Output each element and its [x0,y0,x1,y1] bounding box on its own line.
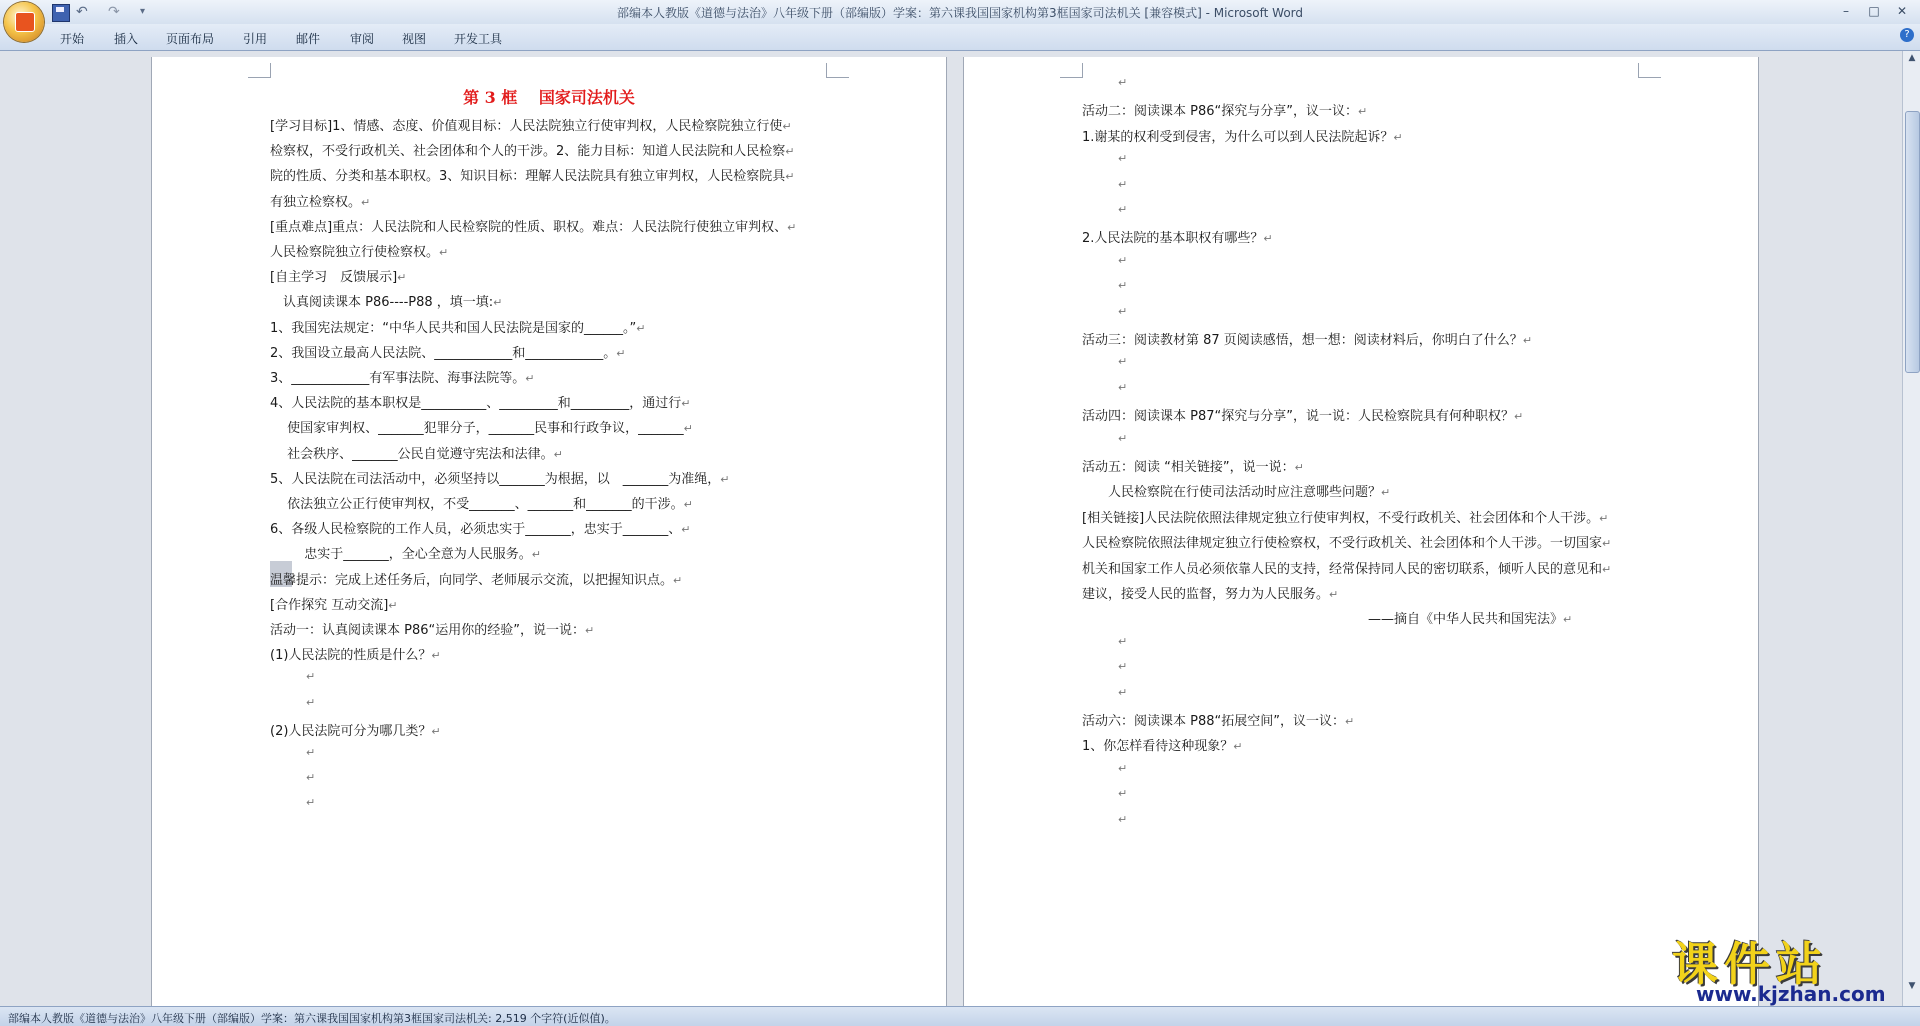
text-line [270,644,441,663]
margin-corner-mark [248,63,271,78]
text-line [270,468,730,487]
text-line-content: 认真阅读课本 P86----P88 ，填一填: [270,295,494,311]
text-line [270,443,563,462]
text-line-content: ——摘自《中华人民共和国宪法》 [1082,612,1564,628]
text-line-content: [重点难点]重点：人民法院和人民检察院的性质、职权。难点：人民法院行使独立审判权、 [270,219,788,235]
paragraph-mark-icon: ↵ [782,120,792,133]
text-line [270,720,441,739]
text-line [306,795,315,810]
paragraph-mark-icon: ↵ [306,670,316,684]
save-icon[interactable] [52,4,70,22]
paragraph-mark-icon: ↵ [1599,511,1609,525]
paragraph-mark-icon: ↵ [673,573,683,587]
text-line-content: 活动六：阅读课本 P88“拓展空间”，议一议： [1082,714,1345,729]
text-line-content: 2、我国设立最高人民法院、____________和____________。 [270,345,617,361]
text-line [1082,558,1611,577]
text-line [270,216,796,235]
document-workspace[interactable] [0,51,1902,1006]
ribbon-tabs [0,24,1920,51]
paragraph-mark-icon: ↵ [431,724,441,738]
text-line [270,165,795,184]
text-line [1082,532,1611,551]
text-line [270,493,693,512]
paragraph-mark-icon: ↵ [616,346,626,360]
text-line-content: 有独立检察权。 [270,194,362,210]
text-line-content: 3、____________有军事法院、海事法院等。 [270,371,526,386]
text-line [270,569,682,588]
paragraph-mark-icon: ↵ [720,472,730,486]
paragraph-mark-icon: ↵ [306,796,316,810]
text-line-content: [自主学习 反馈展示] [270,270,398,286]
text-line [1118,685,1127,700]
text-line [270,367,535,386]
text-line [1082,329,1532,348]
paragraph-mark-icon: ↵ [785,170,795,184]
close-button[interactable]: ✕ [1896,4,1908,18]
tab-view[interactable]: 视图 [402,32,427,46]
paragraph-mark-icon: ↵ [306,695,316,709]
text-line [1082,507,1608,526]
text-line [1118,151,1127,166]
text-line [1118,431,1127,446]
paragraph-mark-icon: ↵ [361,195,371,209]
text-line [1082,227,1273,246]
text-line-content: (1)人民法院的性质是什么？ [270,648,432,664]
text-line [1118,634,1127,649]
paragraph-mark-icon: ↵ [681,523,691,537]
paragraph-mark-icon: ↵ [1522,334,1533,347]
text-line-content: 4、人民法院的基本职权是__________、_________和_________，通过行 [270,396,682,412]
paragraph-mark-icon: ↵ [525,372,535,385]
text-line [270,191,370,210]
text-line-content: 人民检察院在行使司法活动时应注意哪些问题？ [1082,485,1382,501]
text-line [270,392,691,411]
text-line [1118,659,1127,674]
paragraph-mark-icon: ↵ [1118,203,1128,216]
paragraph-mark-icon: ↵ [1263,232,1273,246]
text-line-content: 建议，接受人民的监督，努力为人民服务。 [1082,587,1330,602]
margin-corner-mark [1060,63,1083,78]
text-line [270,342,626,361]
text-line [306,669,315,684]
paragraph-mark-icon: ↵ [1118,660,1128,674]
paragraph-mark-icon: ↵ [1329,588,1339,601]
paragraph-mark-icon: ↵ [1381,486,1391,500]
paragraph-mark-icon: ↵ [439,246,449,259]
text-line [1082,100,1367,119]
office-button[interactable] [4,2,44,42]
tab-home[interactable]: 开始 [60,32,85,46]
paragraph-mark-icon: ↵ [1344,715,1355,728]
window-title: 部编本人教版《道德与法治》八年级下册（部编版）学案：第六课我国国家机构第3框国家司法机关 [兼容模式] - Microsoft Word [616,6,1304,20]
document-page-left[interactable] [152,57,946,1006]
text-line [306,695,315,710]
paragraph-mark-icon: ↵ [1118,761,1128,775]
text-line-content: 活动二：阅读课本 P86“探究与分享”，议一议： [1082,104,1358,120]
text-line [1082,126,1403,145]
text-line [270,619,594,638]
paragraph-mark-icon: ↵ [1118,787,1128,801]
text-line-content: 活动三：阅读教材第 87 页阅读感悟，想一想：阅读材料后，你明白了什么？ [1082,333,1523,348]
paragraph-mark-icon: ↵ [1118,304,1128,318]
text-line [1118,380,1127,395]
text-line-content: 检察权，不受行政机关、社会团体和个人的干涉。2、能力目标：知道人民法院和人民检察 [270,144,786,160]
text-line-content: 活动四：阅读课本 P87“探究与分享”，说一说：人民检察院具有何种职权？ [1082,409,1514,425]
minimize-button[interactable]: – [1843,4,1849,18]
paragraph-mark-icon: ↵ [683,422,693,436]
tab-developer[interactable]: 开发工具 [454,32,503,46]
paragraph-mark-icon: ↵ [493,296,503,310]
paragraph-mark-icon: ↵ [531,548,541,562]
text-line [270,115,792,134]
office-logo-icon [15,12,35,32]
text-line [270,417,693,436]
paragraph-mark-icon: ↵ [431,649,441,663]
text-line-content: 1、你怎样看待这种现象？ [1082,739,1234,755]
paragraph-mark-icon: ↵ [1118,253,1128,267]
text-line-content: 6、各级人民检察院的工作人员，必须忠实于_______，忠实于_______、 [270,522,682,538]
margin-corner-mark [1638,63,1661,78]
document-page-right[interactable] [964,57,1758,1006]
paragraph-mark-icon: ↵ [1393,130,1403,144]
text-line [1082,710,1354,729]
document-title: 第 3 框 国家司法机关 [463,88,635,107]
text-line-content: 1.谢某的权利受到侵害，为什么可以到人民法院起诉？ [1082,129,1394,145]
paragraph-mark-icon: ↵ [1118,812,1128,826]
text-line [306,745,315,760]
text-line-content: 1、我国宪法规定：“中华人民共和国人民法院是国家的______。” [270,320,637,336]
scroll-thumb[interactable] [1905,111,1920,373]
paragraph-mark-icon: ↵ [306,746,316,759]
text-line [1118,253,1127,268]
text-line-content: 温馨提示：完成上述任务后，向同学、老师展示交流，以把握知识点。 [270,572,674,588]
text-line [270,317,645,336]
text-line [1118,786,1127,801]
text-line-content: 人民检察院依照法律规定独立行使检察权，不受行政机关、社会团体和个人干涉。一切国家 [1082,536,1603,552]
scroll-up-icon[interactable]: ▲ [1908,53,1916,63]
tab-review[interactable]: 审阅 [350,32,375,46]
paragraph-mark-icon: ↵ [683,498,693,511]
watermark-url: www.kjzhan.com [1696,982,1886,1006]
paragraph-mark-icon: ↵ [1118,279,1128,293]
paragraph-mark-icon: ↵ [1233,740,1243,754]
text-line [270,291,502,310]
text-line [1082,608,1572,627]
paragraph-mark-icon: ↵ [787,220,797,234]
text-line [270,266,406,285]
paragraph-mark-icon: ↵ [1602,562,1612,576]
text-line-content: 依法独立公正行使审判权，不受_______、_______和_______的干涉。 [270,497,684,512]
text-line [1118,304,1127,319]
text-line-content: [学习目标]1、情感、态度、价值观目标：人民法院独立行使审判权，人民检察院独立行使 [270,119,783,134]
redo-icon[interactable]: ↷ [108,4,120,20]
paragraph-mark-icon: ↵ [584,624,595,637]
text-line [1082,735,1243,754]
text-line-content: 院的性质、分类和基本职权。3、知识目标：理解人民法院具有独立审判权，人民检察院具 [270,169,786,185]
paragraph-mark-icon: ↵ [785,145,795,159]
text-line-content: (2)人民法院可分为哪几类？ [270,723,432,739]
text-line [1118,354,1127,369]
text-line [270,543,541,562]
paragraph-mark-icon: ↵ [1118,634,1128,648]
paragraph-mark-icon: ↵ [1357,105,1368,119]
paragraph-mark-icon: ↵ [1118,380,1128,394]
text-line [1118,278,1127,293]
paragraph-mark-icon: ↵ [1118,152,1128,166]
tab-insert[interactable]: 插入 [114,32,139,46]
text-line-content: 5、人民法院在司法活动中，必须坚持以_______为根据，以 _______为准绳， [270,471,721,487]
text-line-content: [相关链接]人民法院依照法律规定独立行使审判权，不受行政机关、社会团体和个人干涉。 [1082,510,1600,526]
status-text: 部编本人教版《道德与法治》八年级下册（部编版）学案：第六课我国国家机构第3框国家司法机关: 2,519 个字符(近似值)。 [8,1012,616,1025]
text-line [1082,405,1523,424]
text-line [1118,761,1127,776]
text-line [1082,481,1390,500]
tab-page-layout[interactable]: 页面布局 [166,32,215,46]
paragraph-mark-icon: ↵ [1118,76,1128,89]
text-line-content: 人民检察院独立行使检察权。 [270,245,440,260]
paragraph-mark-icon: ↵ [553,447,563,461]
text-line [1118,812,1127,827]
text-line [270,518,691,537]
paragraph-mark-icon: ↵ [1118,355,1128,369]
tab-references[interactable]: 引用 [243,32,268,46]
text-line-content: 社会秩序、_______公民自觉遵守宪法和法律。 [270,446,554,462]
site-watermark [1668,928,1908,1008]
maximize-button[interactable]: □ [1868,4,1880,18]
text-line [270,241,448,260]
text-line [270,594,398,613]
text-line [1118,177,1127,192]
paragraph-mark-icon: ↵ [681,397,691,411]
title-bar [0,0,1920,24]
paragraph-mark-icon: ↵ [1602,537,1612,551]
text-line [1082,583,1338,602]
text-line [270,140,795,159]
paragraph-mark-icon: ↵ [306,771,316,785]
text-line-content: 活动一：认真阅读课本 P86“运用你的经验”，说一说： [270,623,585,638]
undo-icon[interactable]: ↶ [76,4,88,20]
paragraph-mark-icon: ↵ [1294,461,1304,474]
paragraph-mark-icon: ↵ [388,598,398,612]
text-line-content: 机关和国家工作人员必须依靠人民的支持，经常保持同人民的密切联系，倾听人民的意见和 [1082,561,1603,577]
vertical-scrollbar[interactable] [1902,51,1920,1006]
paragraph-mark-icon: ↵ [636,321,646,335]
paragraph-mark-icon: ↵ [1563,613,1573,627]
tab-mailings[interactable]: 邮件 [296,32,321,46]
text-line-content: [合作探究 互动交流] [270,597,389,613]
paragraph-mark-icon: ↵ [1118,177,1128,191]
paragraph-mark-icon: ↵ [1118,431,1128,445]
paragraph-mark-icon: ↵ [397,271,407,285]
customize-toolbar-icon[interactable]: ▾ [140,6,146,17]
text-line [1118,75,1127,90]
text-line-content: 活动五：阅读 “相关链接”，说一说： [1082,460,1295,475]
paragraph-mark-icon: ↵ [1118,685,1128,699]
scroll-down-icon[interactable]: ▼ [1908,981,1916,991]
watermark-logo-text: 课件站 [1672,937,1828,991]
text-line [1082,456,1304,475]
help-icon[interactable]: ? [1900,28,1914,42]
text-line-content: 忠实于_______，全心全意为人民服务。 [270,547,532,563]
text-line-content: 2.人民法院的基本职权有哪些？ [1082,231,1264,247]
text-line-content: 使国家审判权、_______犯罪分子，_______民事和行政争议，_______ [270,421,684,437]
margin-corner-mark [826,63,849,78]
paragraph-mark-icon: ↵ [1513,410,1524,424]
text-line [306,770,315,785]
status-bar [0,1006,1920,1026]
text-line [1118,202,1127,217]
